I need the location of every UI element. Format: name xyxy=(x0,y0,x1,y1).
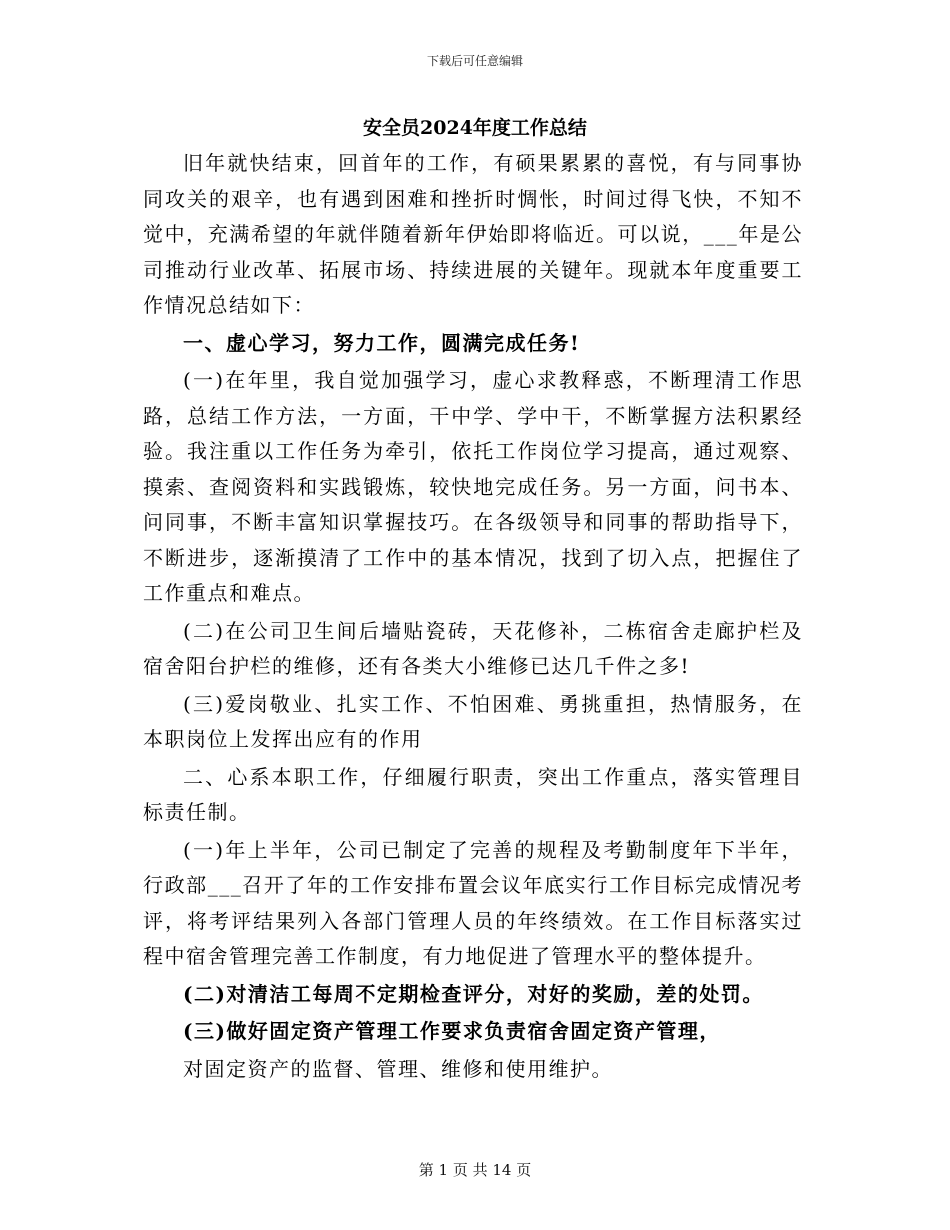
paragraph-intro: 旧年就快结束，回首年的工作，有硕果累累的喜悦，有与同事协同攻关的艰辛，也有遇到困难和挫折时惆怅，时间过得飞快，不知不觉中，充满希望的年就伴随着新年伊始即将临近。可以说，___年是公司推动行业改革、拓展市场、持续进展的关键年。现就本年度重要工作情况总结如下： xyxy=(143,151,803,317)
section-heading-1: 一、虚心学习，努力工作，圆满完成任务! xyxy=(183,330,581,355)
paragraph-1-1: (一)在年里，我自觉加强学习，虚心求教释惑，不断理清工作思路，总结工作方法，一方面，干中学、学中干，不断掌握方法积累经验。我注重以工作任务为牵引，依托工作岗位学习提高，通过观察、摸索、查阅资料和实践锻炼，较快地完成任务。另一方面，问书本、问同事，不断丰富知识掌握技巧。在各级领导和同事的帮助指导下，不断进步，逐渐摸清了工作中的基本情况，找到了切入点，把握住了工作重点和难点。 xyxy=(143,368,803,605)
page-footer: 第 1 页 共 14 页 xyxy=(418,1161,532,1179)
header-note: 下载后可任意编辑 xyxy=(426,54,523,68)
paragraph-2-3-cont: 对固定资产的监督、管理、维修和使用维护。 xyxy=(183,1056,613,1081)
paragraph-2-1: (一)年上半年，公司已制定了完善的规程及考勤制度年下半年，行政部___召开了年的工作安排布置会议年底实行工作目标完成情况考评，将考评结果列入各部门管理人员的年终绩效。在工作目标落实过程中宿舍管理完善工作制度，有力地促进了管理水平的整体提升。 xyxy=(143,837,803,968)
paragraph-2-2: (二)对清洁工每周不定期检查评分，对好的奖励，差的处罚。 xyxy=(183,981,764,1006)
paragraph-1-3: (三)爱岗敬业、扎实工作、不怕困难、勇挑重担，热情服务，在本职岗位上发挥出应有的作用 xyxy=(143,691,803,751)
document-title: 安全员2024年度工作总结 xyxy=(363,117,587,139)
document-body xyxy=(143,146,803,1087)
section-heading-2: 二、心系本职工作，仔细履行职责，突出工作重点，落实管理目标责任制。 xyxy=(143,764,803,824)
paragraph-1-2: (二)在公司卫生间后墙贴瓷砖，天花修补，二栋宿舍走廊护栏及宿舍阳台护栏的维修，还有各类大小维修已达几千件之多! xyxy=(143,618,803,678)
paragraph-2-3: (三)做好固定资产管理工作要求负责宿舍固定资产管理， xyxy=(183,1019,721,1043)
